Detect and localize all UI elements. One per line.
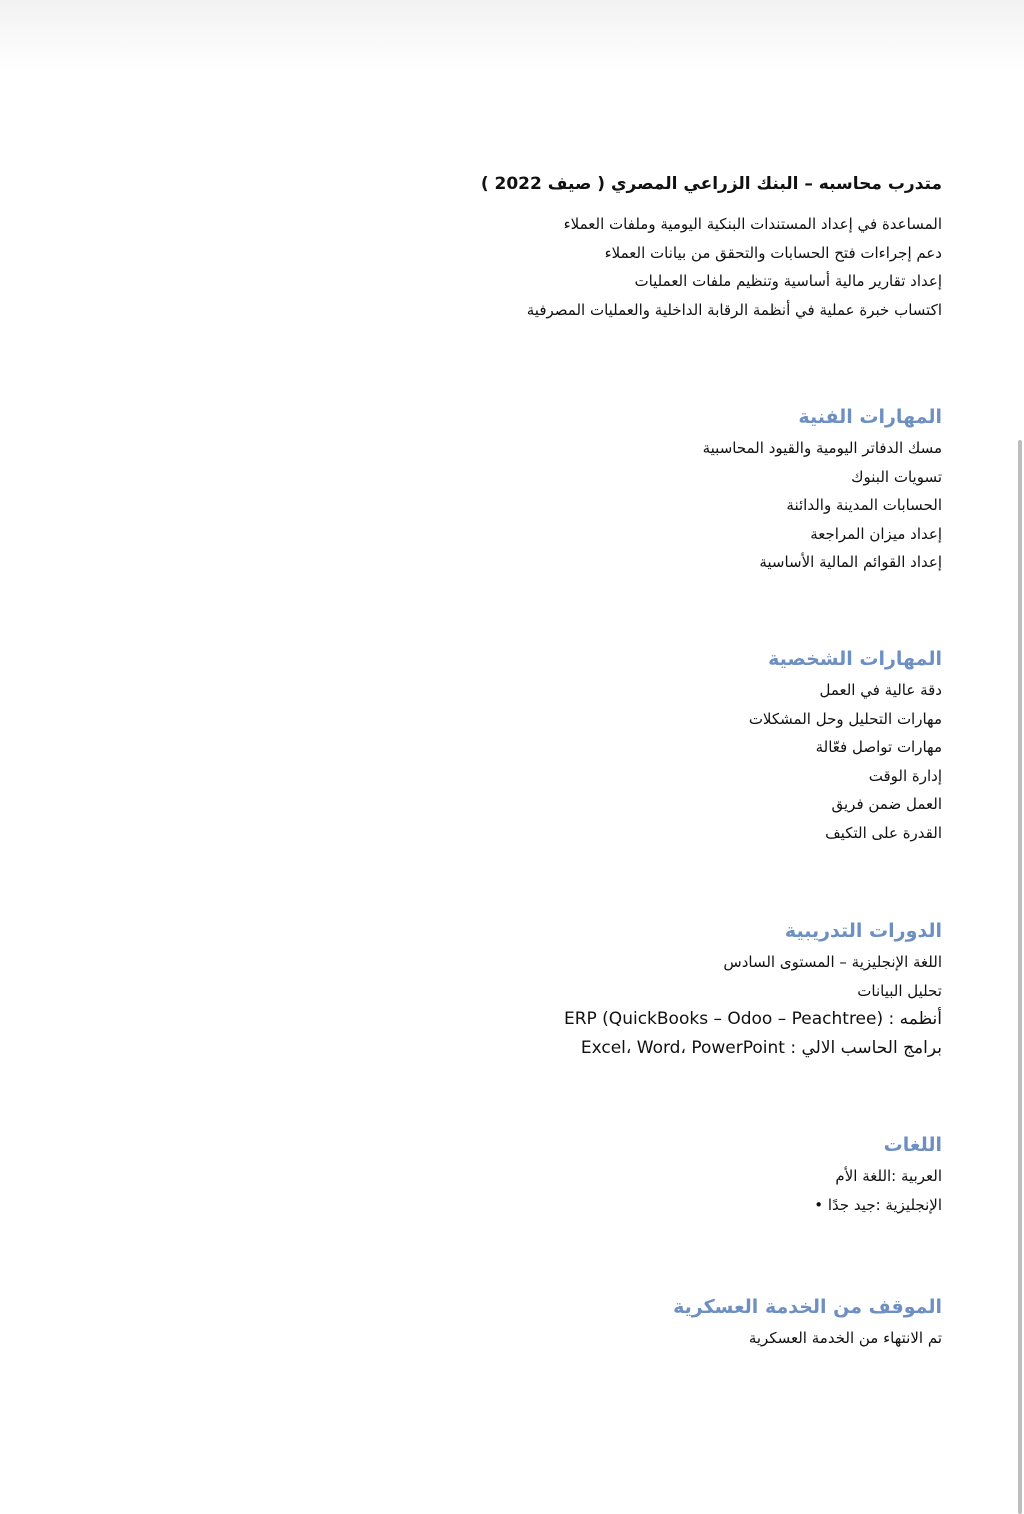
list-item: تسويات البنوك [851, 467, 942, 486]
list-item: الإنجليزية :جيد جدًا • [814, 1195, 942, 1214]
list-item: إعداد ميزان المراجعة [810, 524, 942, 543]
list-item: إدارة الوقت [868, 766, 942, 785]
list-item: المساعدة في إعداد المستندات البنكية اليومية وملفات العملاء [563, 215, 942, 233]
top-shadow [0, 0, 1024, 70]
list-item: دعم إجراءات فتح الحسابات والتحقق من بيانات العملاء [604, 243, 942, 262]
military-status: تم الانتهاء من الخدمة العسكرية [748, 1329, 942, 1347]
list-item: القدرة على التكيف [825, 823, 942, 842]
technical-skills-section [382, 404, 942, 577]
computer-programs-value: Excel، Word، PowerPoint [580, 1037, 785, 1058]
courses-section [382, 918, 942, 1062]
scrollbar-thumb[interactable] [1018, 440, 1022, 1514]
list-item: مسك الدفاتر اليومية والقيود المحاسبية [702, 439, 942, 457]
list-item: العمل ضمن فريق [831, 795, 942, 813]
erp-label: أنظمه : [888, 1009, 942, 1029]
list-item: اللغة الإنجليزية – المستوى السادس [723, 953, 942, 971]
list-item: الحسابات المدينة والدائنة [786, 496, 942, 514]
list-item: اكتساب خبرة عملية في أنظمة الرقابة الداخلية والعمليات المصرفية [526, 300, 942, 319]
erp-line [382, 1005, 942, 1034]
list-item: إعداد تقارير مالية أساسية وتنظيم ملفات العمليات [634, 272, 942, 290]
list-item: مهارات التحليل وحل المشكلات [748, 709, 942, 728]
section-heading: المهارات الشخصية [768, 648, 942, 670]
languages-section [382, 1132, 942, 1219]
military-section [382, 1294, 942, 1353]
experience-section [382, 172, 942, 324]
section-heading: الموقف من الخدمة العسكرية [673, 1296, 942, 1318]
personal-skills-section [382, 646, 942, 847]
section-heading: المهارات الفنية [798, 406, 942, 428]
list-item: إعداد القوائم المالية الأساسية [759, 553, 942, 571]
scrollbar[interactable] [1016, 440, 1024, 1514]
section-heading: الدورات التدريبية [784, 920, 942, 942]
list-item: العربية :اللغة الأم [835, 1167, 942, 1185]
list-item: مهارات تواصل فعّالة [815, 738, 942, 756]
list-item: تحليل البيانات [857, 981, 942, 1000]
section-heading: اللغات [883, 1134, 942, 1156]
list-item: دقة عالية في العمل [819, 681, 942, 699]
job-title: متدرب محاسبه – البنك الزراعي المصري ( صيف 2022 ) [480, 174, 942, 194]
erp-value: ERP (QuickBooks – Odoo – Peachtree) [563, 1009, 884, 1029]
computer-programs-line [382, 1034, 942, 1063]
computer-programs-label: برامج الحاسب الالي : [790, 1037, 942, 1058]
